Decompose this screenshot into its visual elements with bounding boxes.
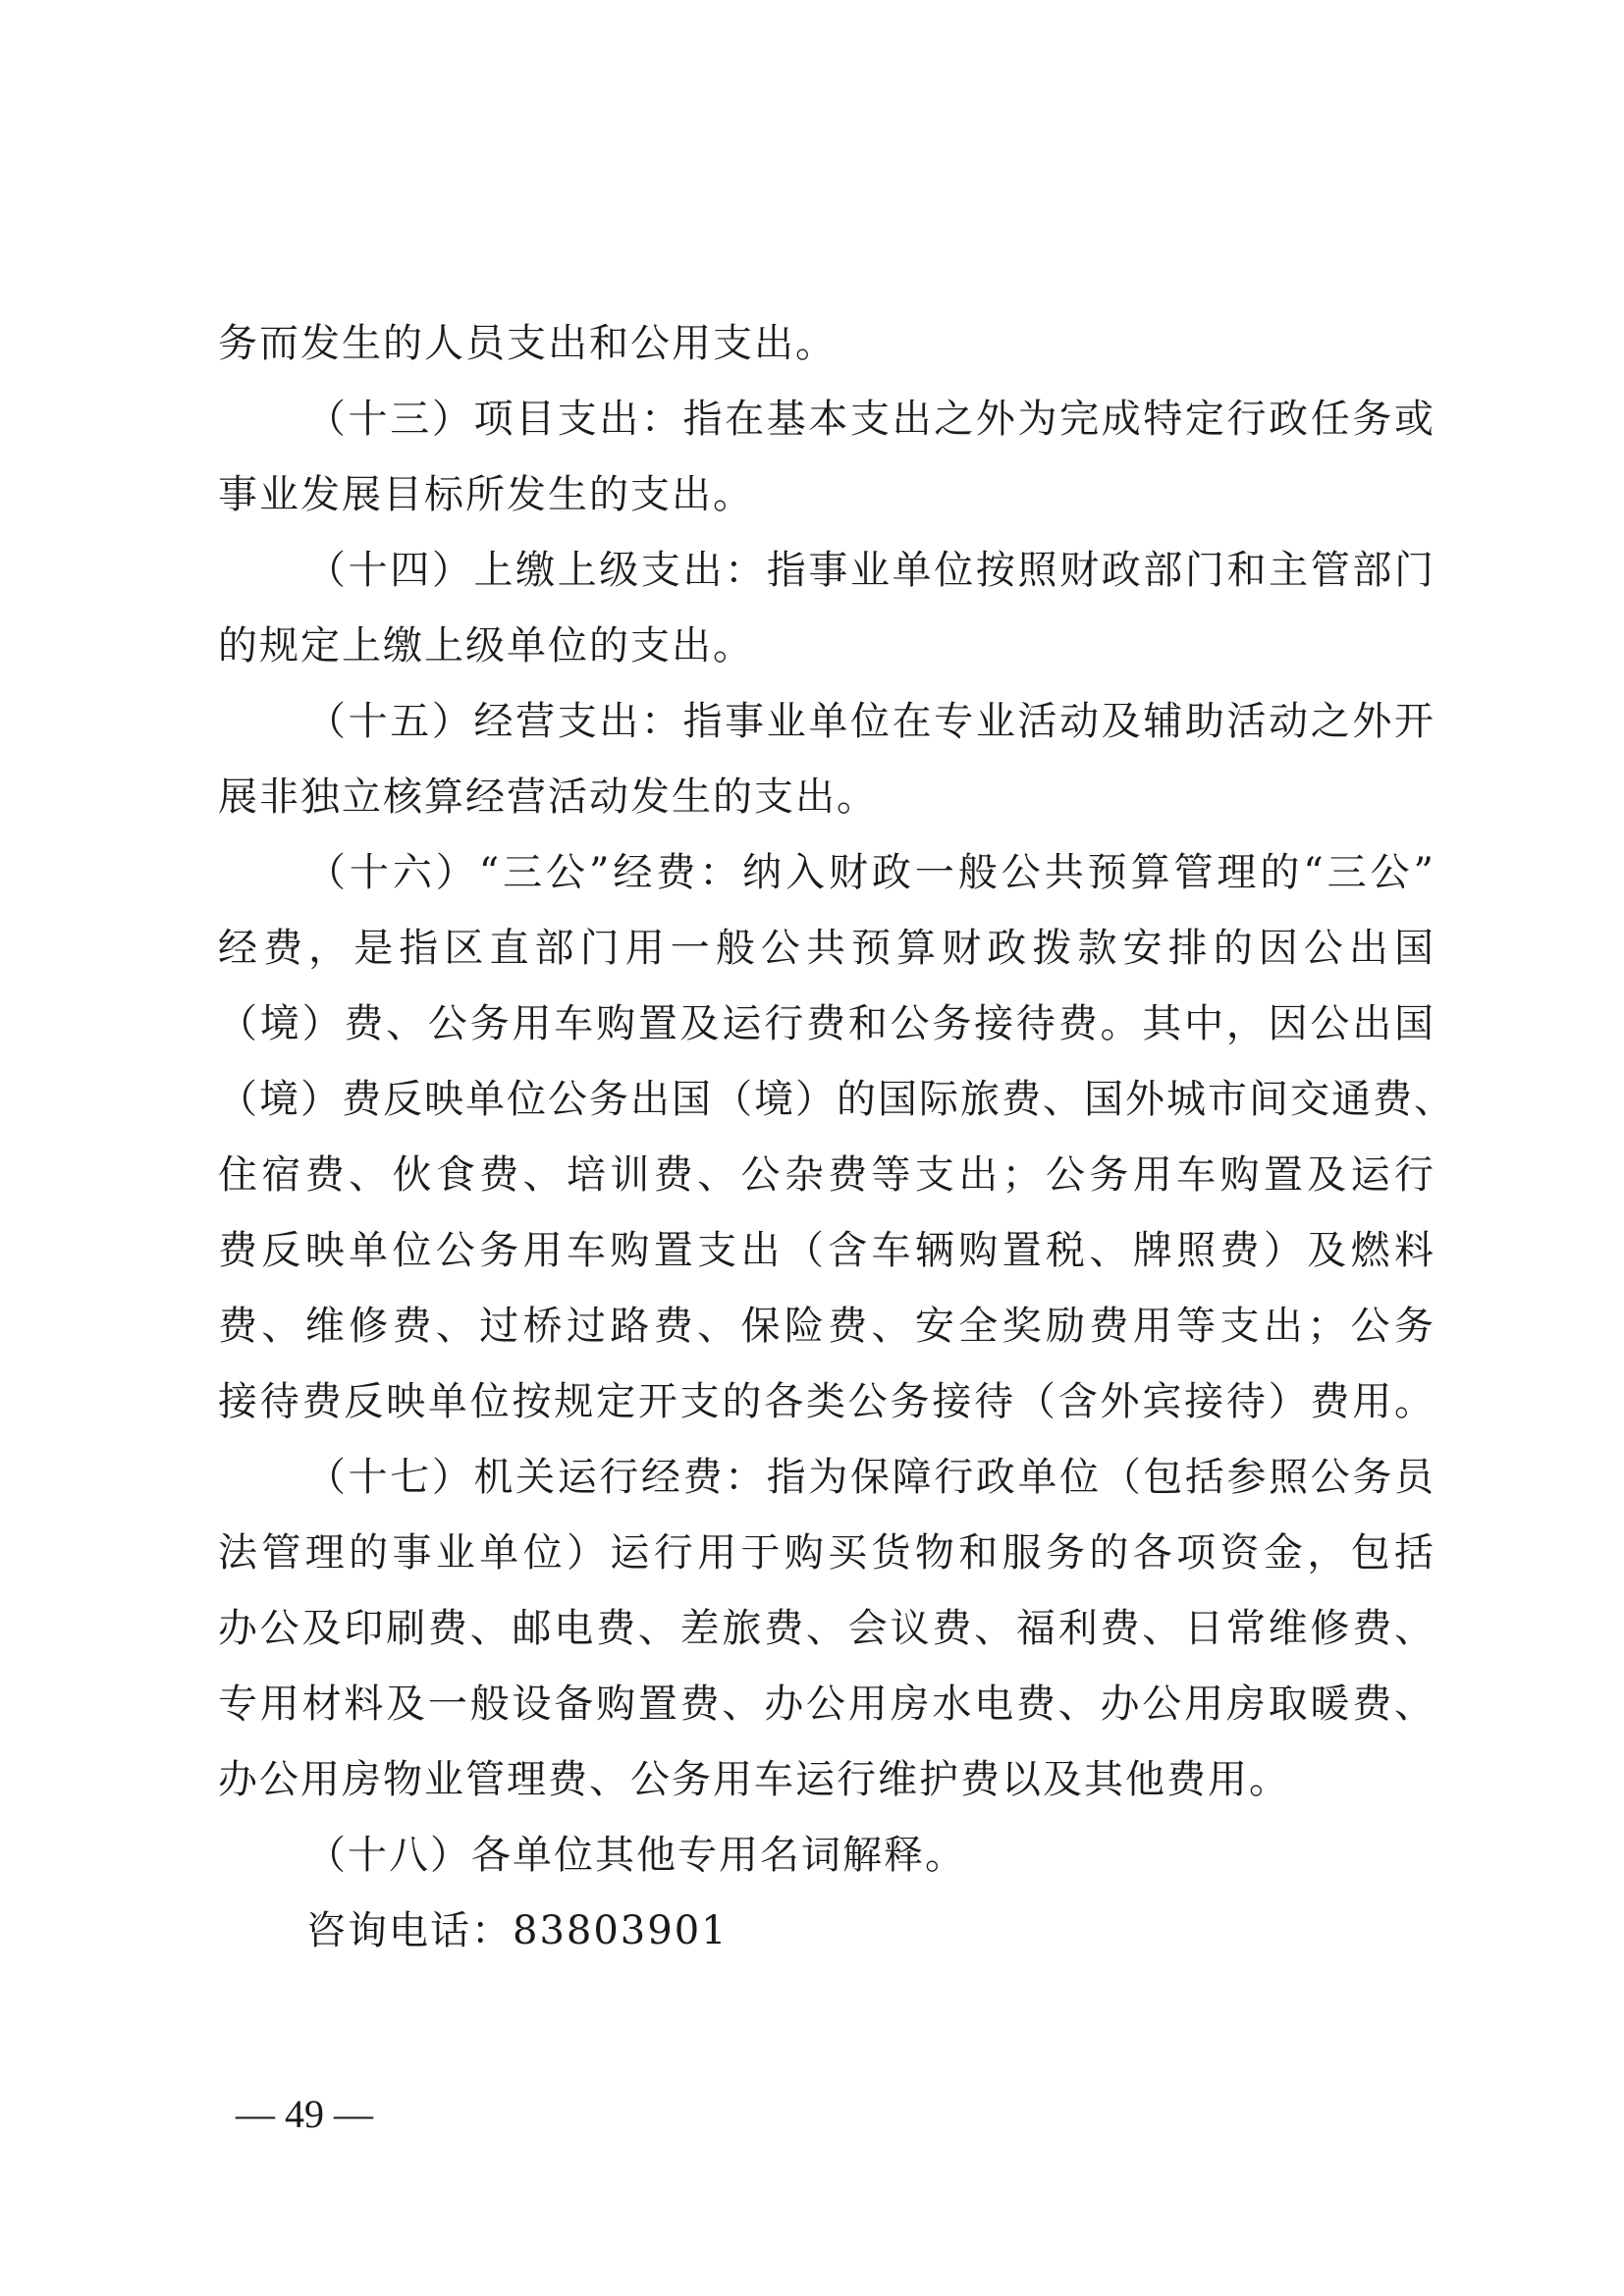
contact-phone: 咨询电话：83803901 — [306, 1908, 729, 1953]
paragraph-line: 务而发生的人员支出和公用支出。 — [218, 321, 837, 366]
paragraph-line: （十三）项目支出：指在基本支出之外为完成特定行政任务或 — [306, 397, 1435, 442]
paragraph-line: 住宿费、伙食费、培训费、公杂费等支出；公务用车购置及运行 — [218, 1152, 1435, 1198]
paragraph-line: 经费，是指区直部门用一般公共预算财政拨款安排的因公出国 — [218, 926, 1435, 971]
paragraph-line: 事业发展目标所发生的支出。 — [218, 472, 754, 517]
paragraph-line: 费反映单位公务用车购置支出（含车辆购置税、牌照费）及燃料 — [218, 1228, 1435, 1273]
paragraph-line: （十四）上缴上级支出：指事业单位按照财政部门和主管部门 — [306, 548, 1435, 593]
page-number: — 49 — — [236, 2092, 373, 2136]
paragraph-line: （境）费、公务用车购置及运行费和公务接待费。其中，因公出国 — [218, 1001, 1435, 1046]
paragraph-line: 办公及印刷费、邮电费、差旅费、会议费、福利费、日常维修费、 — [218, 1606, 1435, 1651]
paragraph-line: （境）费反映单位公务出国（境）的国际旅费、国外城市间交通费、 — [218, 1077, 1455, 1122]
paragraph-line: 法管理的事业单位）运行用于购买货物和服务的各项资金，包括 — [218, 1530, 1435, 1575]
paragraph-line: 的规定上缴上级单位的支出。 — [218, 623, 754, 668]
paragraph-line: （十七）机关运行经费：指为保障行政单位（包括参照公务员 — [306, 1455, 1435, 1500]
paragraph-line: （十六）“三公”经费：纳入财政一般公共预算管理的“三公” — [306, 850, 1435, 895]
paragraph-line: 接待费反映单位按规定开支的各类公务接待（含外宾接待）费用。 — [218, 1379, 1435, 1424]
paragraph-line: 专用材料及一般设备购置费、办公用房水电费、办公用房取暖费、 — [218, 1682, 1435, 1727]
paragraph-line: 费、维修费、过桥过路费、保险费、安全奖励费用等支出；公务 — [218, 1304, 1435, 1349]
paragraph-line: 展非独立核算经营活动发生的支出。 — [218, 774, 878, 820]
paragraph-line: （十五）经营支出：指事业单位在专业活动及辅助活动之外开 — [306, 699, 1435, 744]
paragraph-line: （十八）各单位其他专用名词解释。 — [306, 1833, 966, 1878]
paragraph-line: 办公用房物业管理费、公务用车运行维护费以及其他费用。 — [218, 1757, 1290, 1802]
